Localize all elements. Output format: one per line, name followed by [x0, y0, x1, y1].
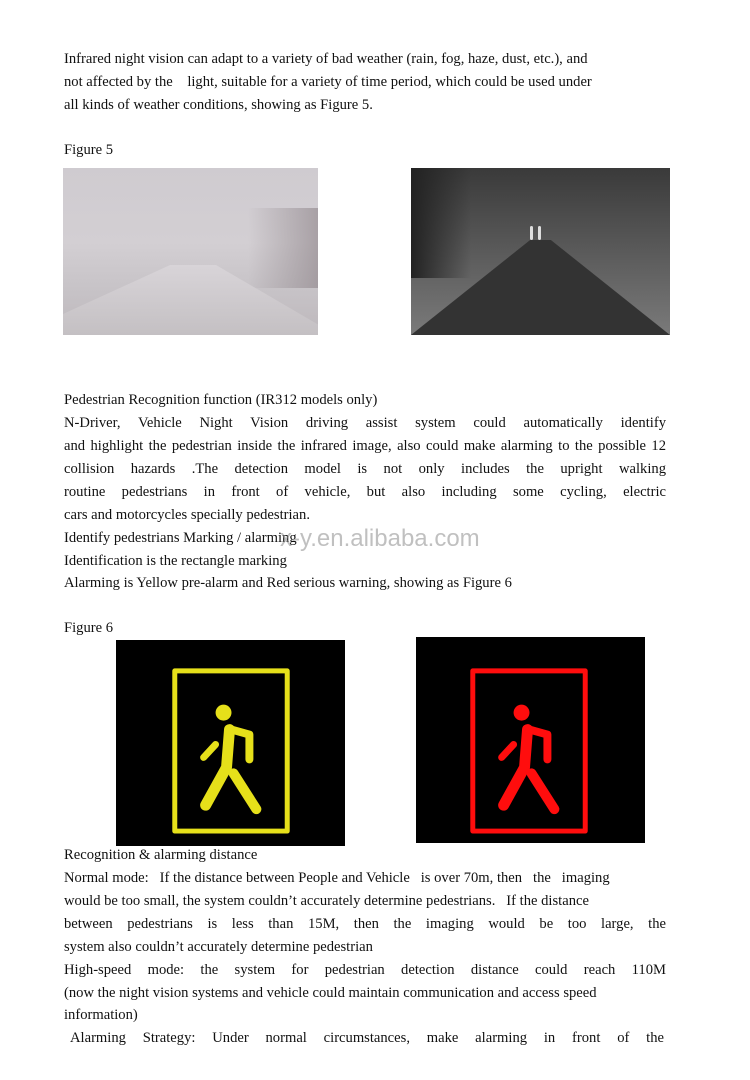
red-pedestrian-icon: [416, 637, 645, 843]
section-heading: Pedestrian Recognition function (IR312 models only): [64, 392, 378, 408]
paragraph-line: between pedestrians is less than 15M, then the imaging would be too large, the: [64, 916, 666, 932]
figure-6-caption: Figure 6: [64, 620, 114, 636]
section-heading: Recognition & alarming distance: [64, 847, 258, 863]
paragraph-line: and highlight the pedestrian inside the infrared image, also could make alarming to the possible 12: [64, 438, 666, 454]
watermark: x-y.en.alibaba.com: [280, 525, 480, 552]
paragraph-line: Identification is the rectangle marking: [64, 553, 287, 569]
intro-line: not affected by the light, suitable for a variety of time period, which could be used under: [64, 74, 592, 90]
paragraph-line: would be too small, the system couldn’t accurately determine pedestrians. If the distance: [64, 893, 589, 909]
paragraph-line: (now the night vision systems and vehicle could maintain communication and access speed: [64, 985, 597, 1001]
fog-road-photo: [63, 168, 318, 335]
paragraph-line: Alarming Strategy: Under normal circumstances, make alarming in front of the: [70, 1030, 664, 1046]
paragraph-line: Normal mode: If the distance between People and Vehicle is over 70m, then the imaging: [64, 870, 610, 886]
infrared-road-photo: [411, 168, 670, 335]
paragraph-line: routine pedestrians in front of vehicle, but also including some cycling, electric: [64, 484, 666, 500]
paragraph-line: system also couldn’t accurately determine pedestrian: [64, 939, 373, 955]
figure-5-caption: Figure 5: [64, 142, 114, 158]
paragraph-line: Identify pedestrians Marking / alarming: [64, 530, 297, 546]
paragraph-line: N-Driver, Vehicle Night Vision driving assist system could automatically identify: [64, 415, 666, 431]
paragraph-line: information): [64, 1007, 138, 1023]
intro-line: Infrared night vision can adapt to a variety of bad weather (rain, fog, haze, dust, etc.), and: [64, 51, 588, 67]
intro-line: all kinds of weather conditions, showing as Figure 5.: [64, 97, 373, 113]
yellow-pre-alarm-image: [116, 640, 345, 846]
red-serious-warning-image: [416, 637, 645, 843]
paragraph-line: cars and motorcycles specially pedestrian.: [64, 507, 310, 523]
yellow-pedestrian-icon: [116, 640, 345, 846]
paragraph-line: collision hazards .The detection model is not only includes the upright walking: [64, 461, 666, 477]
paragraph-line: High-speed mode: the system for pedestrian detection distance could reach 110M: [64, 962, 666, 978]
paragraph-line: Alarming is Yellow pre-alarm and Red serious warning, showing as Figure 6: [64, 575, 512, 591]
